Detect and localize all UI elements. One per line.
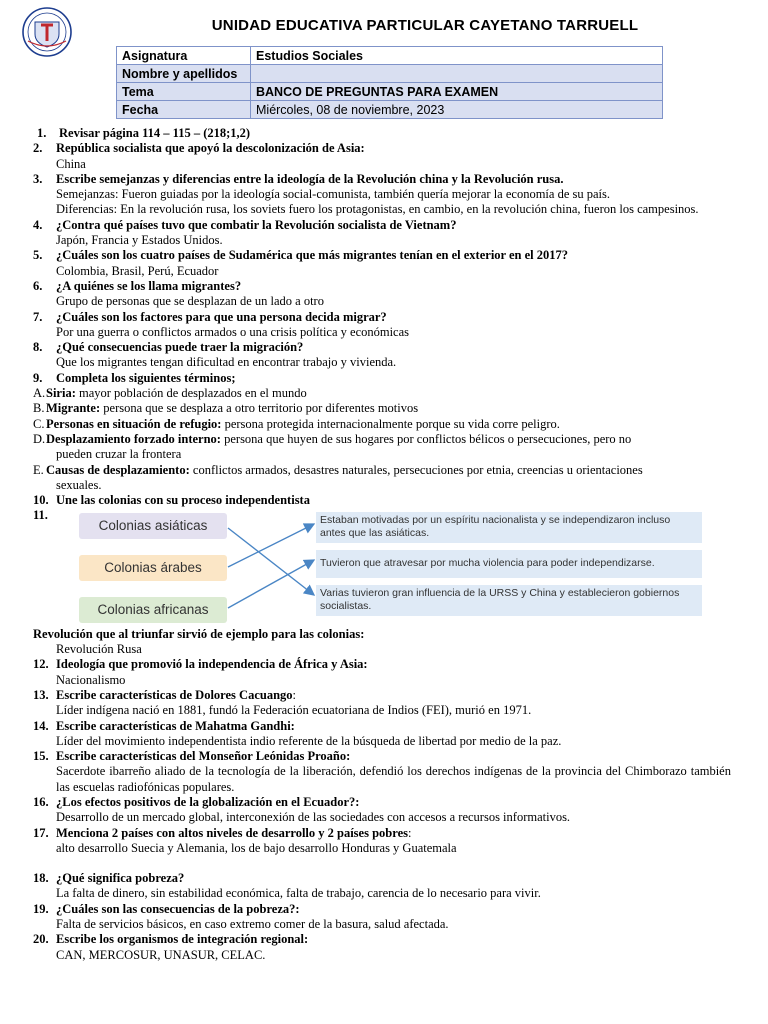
question-16: 16. ¿Los efectos positivos de la globalización en el Ecuador?: <box>33 794 360 809</box>
subject-value: Estudios Sociales <box>251 47 663 65</box>
answer-7: Por una guerra o conflictos armados o una crisis política y económicas <box>56 324 410 339</box>
question-12: 12. Ideología que promovió la independencia de África y Asia: <box>33 657 368 672</box>
colonies-matching-figure <box>56 509 708 627</box>
option-box-1: Estaban motivadas por un espíritu nacionalista y se independizaron incluso antes que las asiáticas. <box>316 512 702 543</box>
name-field[interactable] <box>251 65 663 83</box>
question-3: 3. Escribe semejanzas y diferencias entre la ideología de la Revolución china y la Revolución rusa. <box>33 171 564 186</box>
term-item-c: C. Personas en situación de refugio: persona protegida internacionalmente porque su vida corre peligro. <box>33 416 560 431</box>
header-row-topic <box>117 83 663 101</box>
answer-2: China <box>56 156 86 171</box>
question-19: 19. ¿Cuáles son las consecuencias de la pobreza?: <box>33 901 300 916</box>
answer-13: Líder indígena nació en 1881, fundó la Federación ecuatoriana de Indios (FEI), murió en 1971. <box>56 703 532 718</box>
school-name: UNIDAD EDUCATIVA PARTICULAR CAYETANO TARRUELL <box>211 17 639 34</box>
answer-3-differences: Diferencias: En la revolución rusa, los soviets fuero los protagonistas, en cambio, en la revolución china, fueron los campesinos. <box>56 202 699 217</box>
question-4: 4. ¿Contra qué países tuvo que combatir la Revolución socialista de Vietnam? <box>33 217 457 232</box>
answer-14: Líder del movimiento independentista indio referente de la búsqueda de libertad por medio de la paz. <box>56 733 562 748</box>
answer-5: Colombia, Brasil, Perú, Ecuador <box>56 263 219 278</box>
connector-arab-to-option-1 <box>228 524 314 567</box>
header-row-date <box>117 101 663 119</box>
term-item-b: B. Migrante: persona que se desplaza a otro territorio por diferentes motivos <box>33 401 419 416</box>
question-6: 6. ¿A quiénes se los llama migrantes? <box>33 278 242 293</box>
question-15: 15. Escribe características del Monseñor Leónidas Proaño: <box>33 749 351 764</box>
name-label: Nombre y apellidos <box>117 65 251 83</box>
connector-lines <box>56 509 708 627</box>
term-item-d: D. Desplazamiento forzado interno: persona que huyen de sus hogares por conflictos bélicos o persecuciones, pero no pueden cruzar la frontera <box>33 431 632 462</box>
question-5: 5. ¿Cuáles son los cuatro países de Sudamérica que más migrantes tenían en el exterior en el 2017? <box>33 248 569 263</box>
topic-label: Tema <box>117 83 251 101</box>
colony-box-arab: Colonias árabes <box>79 555 227 581</box>
header-row-name <box>117 65 663 83</box>
question-11-number: 11. <box>33 508 48 523</box>
option-box-3: Varias tuvieron gran influencia de la URSS y China y establecieron gobiernos socialistas. <box>316 585 702 616</box>
answer-19: Falta de servicios básicos, en caso extremo comer de la basura, salud afectada. <box>56 917 449 932</box>
question-7: 7. ¿Cuáles son los factores para que una persona decida migrar? <box>33 309 387 324</box>
question-10: 10. Une las colonias con su proceso independentista <box>33 493 310 508</box>
term-item-e: E. Causas de desplazamiento: conflictos armados, desastres naturales, persecuciones por etnia, creencias u orientaciones sexuales. <box>33 462 643 492</box>
header-info-table <box>116 46 663 119</box>
answer-11: Revolución Rusa <box>56 642 142 657</box>
answer-4: Japón, Francia y Estados Unidos. <box>56 233 223 248</box>
question-11: Revolución que al triunfar sirvió de ejemplo para las colonias: <box>33 626 365 641</box>
question-2: 2. República socialista que apoyó la descolonización de Asia: <box>33 141 365 156</box>
question-13: 13. Escribe características de Dolores Cacuango: <box>33 687 297 702</box>
question-17: 17. Menciona 2 países con altos niveles de desarrollo y 2 países pobres: <box>33 825 412 840</box>
question-8: 8. ¿Qué consecuencias puede traer la migración? <box>33 340 304 355</box>
topic-value: BANCO DE PREGUNTAS PARA EXAMEN <box>251 83 663 101</box>
question-1: 1. Revisar página 114 – 115 – (218;1,2) <box>37 126 251 140</box>
answer-15: Sacerdote ibarreño aliado de la tecnología de la liberación, defendió los derechos indígenas de la provincia del Chimborazo también las escuelas radiofónicas populares. <box>56 764 731 794</box>
option-box-2: Tuvieron que atravesar por mucha violencia para poder independizarse. <box>316 550 702 578</box>
date-label: Fecha <box>117 101 251 119</box>
answer-18: La falta de dinero, sin estabilidad económica, falta de trabajo, carencia de lo necesario para vivir. <box>56 886 541 901</box>
colony-box-african: Colonias africanas <box>79 597 227 623</box>
colony-box-asian: Colonias asiáticas <box>79 513 227 539</box>
question-18: 18. ¿Qué significa pobreza? <box>33 871 185 886</box>
answer-16: Desarrollo de un mercado global, interconexión de las sociedades con accesos a recursos informativos. <box>56 810 571 825</box>
question-bank <box>33 126 731 963</box>
header-row-subject <box>117 47 663 65</box>
question-9: 9. Completa los siguientes términos; <box>33 370 236 385</box>
question-20: 20. Escribe los organismos de integración regional: <box>33 932 309 947</box>
connector-african-to-option-2 <box>228 560 314 608</box>
subject-label: Asignatura <box>117 47 251 65</box>
question-14: 14. Escribe características de Mahatma Gandhi: <box>33 718 295 733</box>
answer-8: Que los migrantes tengan dificultad en encontrar trabajo y vivienda. <box>56 355 397 370</box>
answer-17: alto desarrollo Suecia y Alemania, los de bajo desarrollo Honduras y Guatemala <box>56 840 457 855</box>
date-value: Miércoles, 08 de noviembre, 2023 <box>251 101 663 119</box>
answer-6: Grupo de personas que se desplazan de un lado a otro <box>56 294 324 309</box>
school-crest-icon <box>21 6 73 58</box>
answer-20: CAN, MERCOSUR, UNASUR, CELAC. <box>56 947 266 962</box>
term-item-a: A. Siria: mayor población de desplazados en el mundo <box>33 386 307 401</box>
connector-asian-to-option-3 <box>228 528 314 595</box>
answer-3-similarities: Semejanzas: Fueron guiadas por la ideología social-comunista, también quería mejorar la economía de su país. <box>56 187 610 202</box>
answer-12: Nacionalismo <box>56 672 126 687</box>
